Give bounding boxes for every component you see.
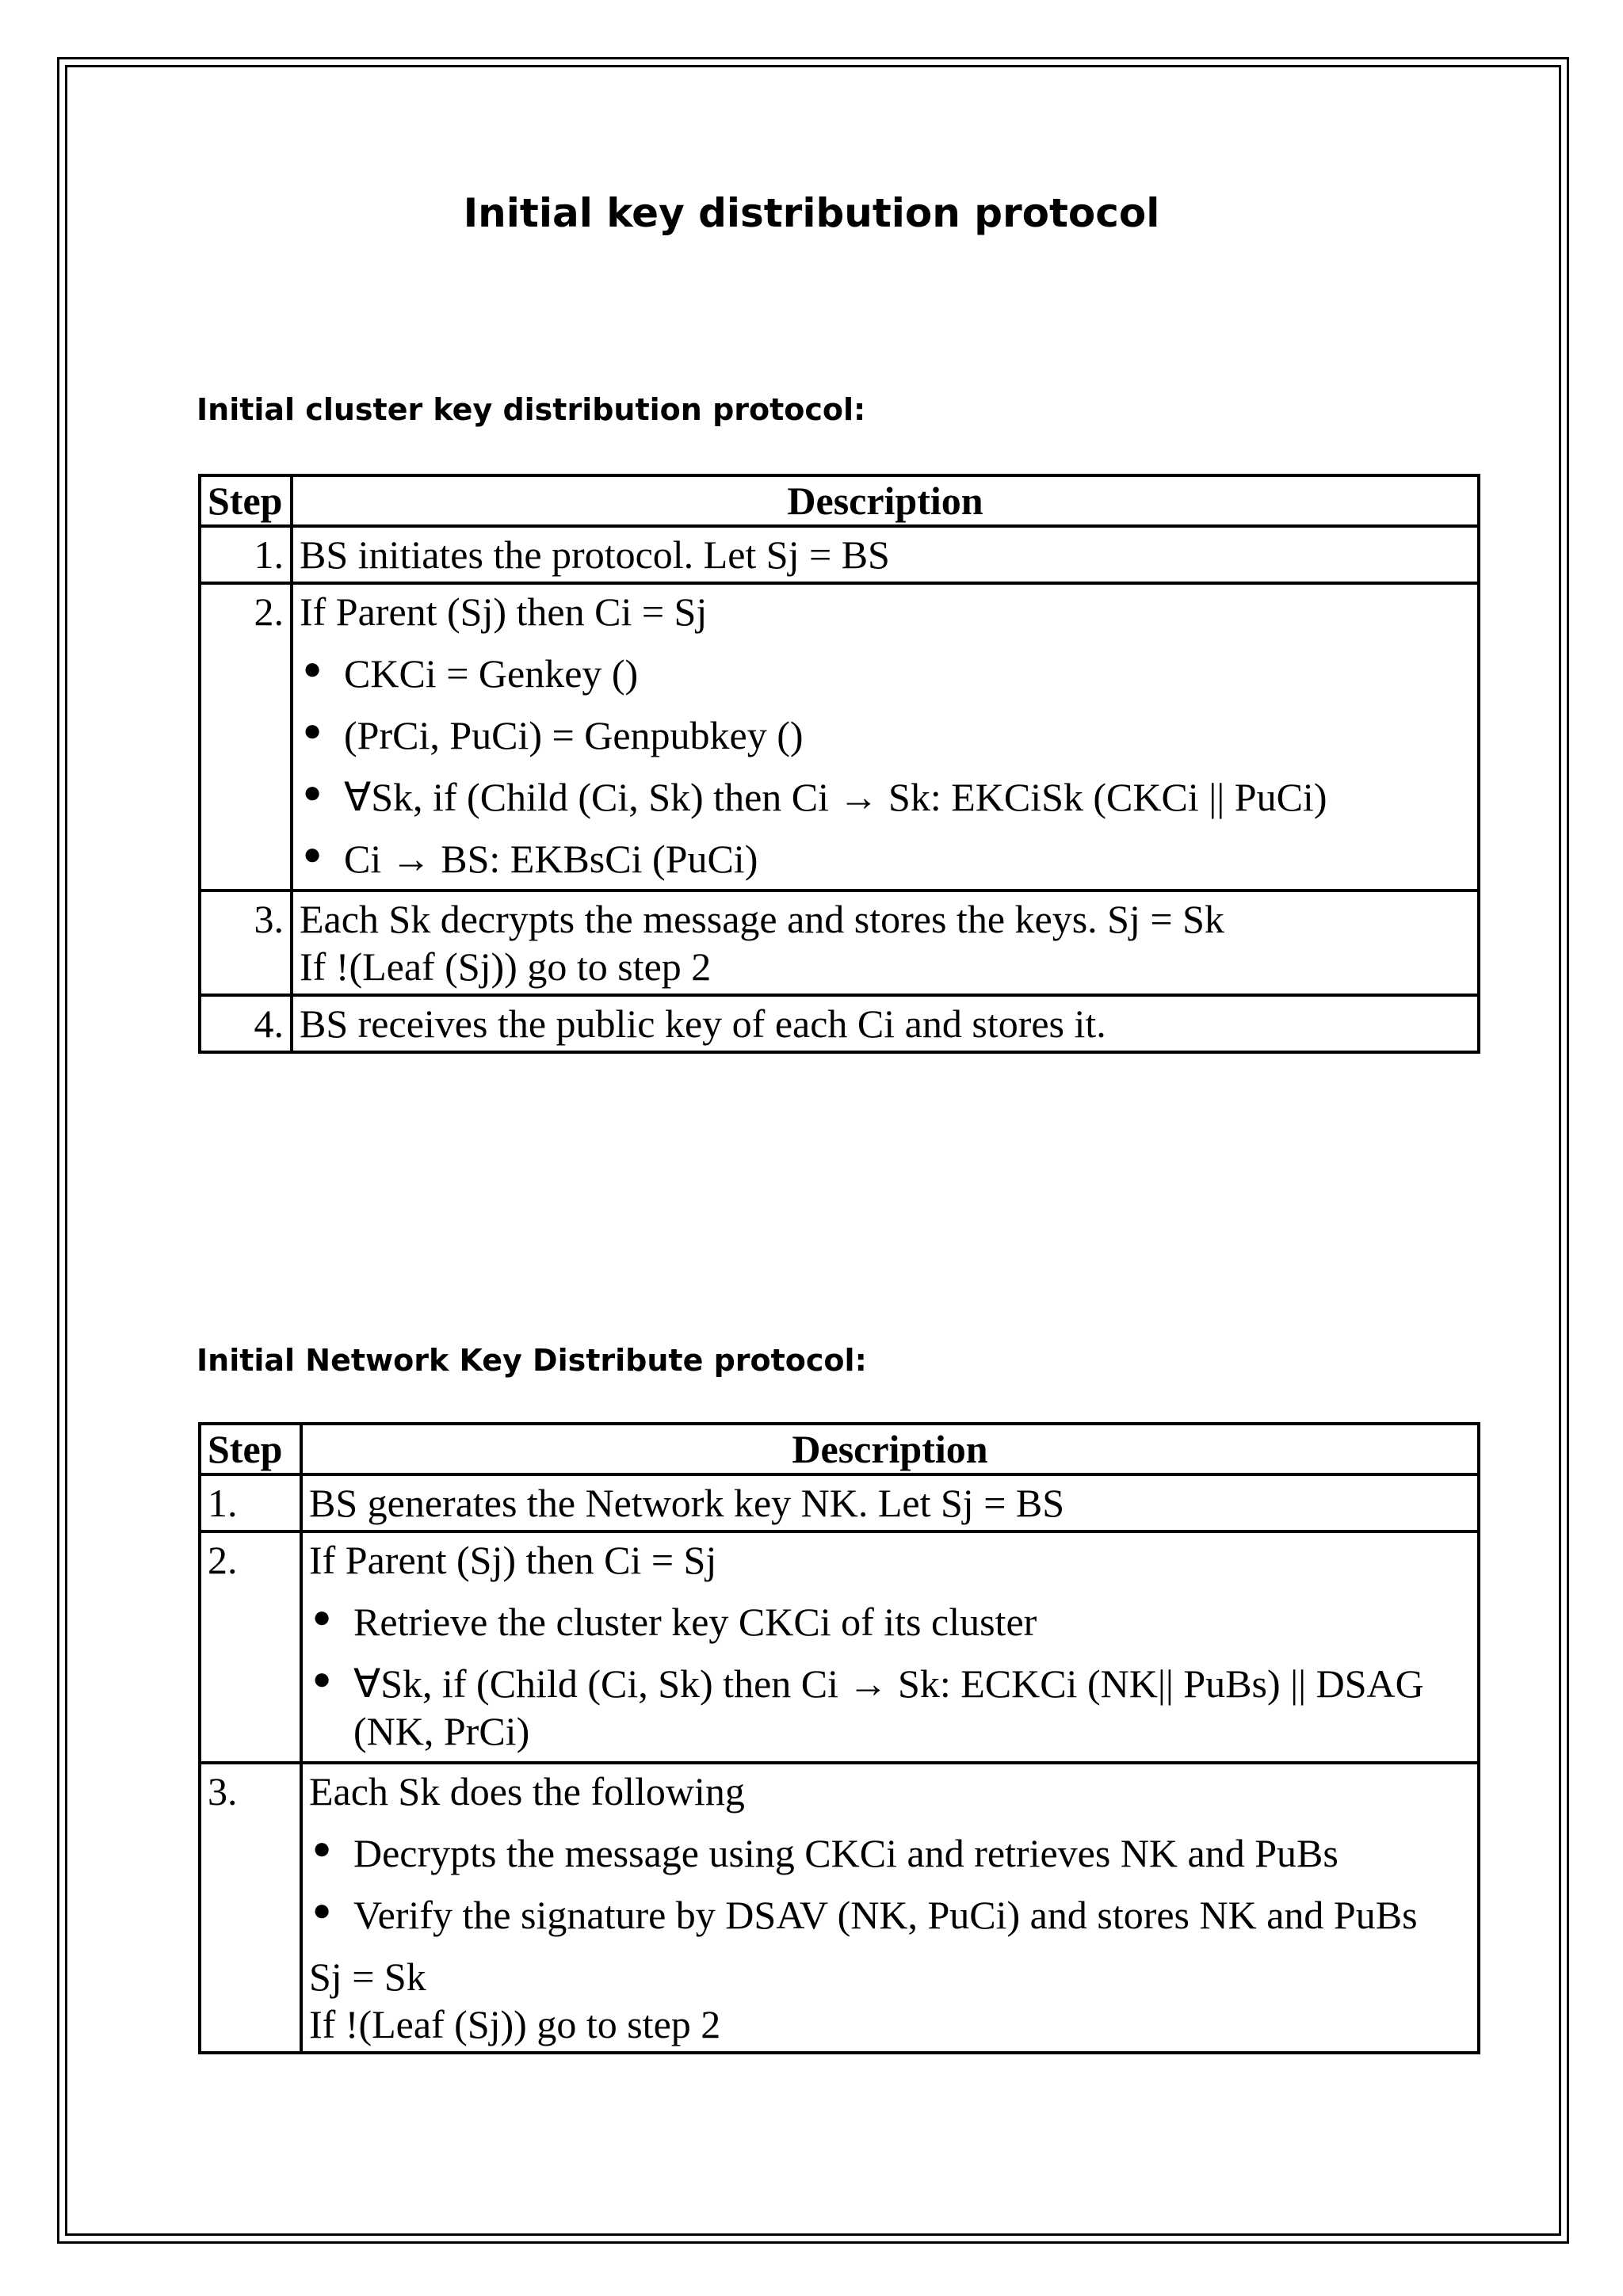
step-number: 3.	[200, 891, 292, 995]
table-row	[200, 1474, 1479, 1531]
table-header-row	[200, 1424, 1479, 1474]
cluster-key-table	[198, 474, 1480, 1054]
table-row	[200, 526, 1479, 583]
step-column-header: Step	[200, 1424, 301, 1474]
table-row	[200, 1763, 1479, 2053]
bullet-item: ● Verify the signature by DSAV (NK, PuCi) and stores NK and PuBs	[309, 1891, 1471, 1939]
step-number: 3.	[200, 1763, 301, 2053]
description-column-header: Description	[292, 475, 1479, 526]
step-number: 1.	[200, 1474, 301, 1531]
bullet-item: ● (PrCi, PuCi) = Genpubkey ()	[300, 711, 1471, 759]
bullet-item: ● CKCi = Genkey ()	[300, 650, 1471, 697]
table-row	[200, 1531, 1479, 1763]
step-number: 1.	[200, 526, 292, 583]
description-line: If Parent (Sj) then Ci = Sj	[309, 1538, 717, 1582]
description-line: Each Sk decrypts the message and stores the keys. Sj = Sk	[300, 897, 1224, 941]
step-description	[301, 1474, 1479, 1531]
bullet-item: ● Decrypts the message using CKCi and retrieves NK and PuBs	[309, 1829, 1471, 1877]
description-line: If !(Leaf (Sj)) go to step 2	[309, 2002, 721, 2046]
bullet-item: ● Ci → BS: EKBsCi (PuCi)	[300, 835, 1471, 883]
network-protocol-heading: Initial Network Key Distribute protocol:	[197, 1343, 867, 1378]
description-line: If !(Leaf (Sj)) go to step 2	[300, 944, 712, 989]
step-description	[301, 1531, 1479, 1763]
description-column-header: Description	[301, 1424, 1479, 1474]
table-row	[200, 583, 1479, 891]
description-line: If Parent (Sj) then Ci = Sj	[300, 589, 708, 634]
step-description	[292, 891, 1479, 995]
step-description	[292, 526, 1479, 583]
step-number: 2.	[200, 1531, 301, 1763]
step-description	[292, 995, 1479, 1052]
table-row	[200, 891, 1479, 995]
bullet-item: ● ∀Sk, if (Child (Ci, Sk) then Ci → Sk: EKCiSk (CKCi || PuCi)	[300, 773, 1471, 821]
table-header-row	[200, 475, 1479, 526]
step-number: 4.	[200, 995, 292, 1052]
bullet-item: ● ∀Sk, if (Child (Ci, Sk) then Ci → Sk: ECKCi (NK|| PuBs) || DSAG (NK, PrCi)	[309, 1660, 1471, 1755]
step-description	[301, 1763, 1479, 2053]
description-line: Sj = Sk	[309, 1955, 426, 1999]
table-row	[200, 995, 1479, 1052]
bullet-item: ● Retrieve the cluster key CKCi of its cluster	[309, 1598, 1471, 1646]
cluster-protocol-heading: Initial cluster key distribution protocol:	[197, 392, 866, 427]
description-line: BS initiates the protocol. Let Sj = BS	[300, 532, 890, 577]
description-line: BS generates the Network key NK. Let Sj = BS	[309, 1481, 1065, 1525]
page-title: Initial key distribution protocol	[463, 190, 1160, 236]
description-line: BS receives the public key of each Ci and stores it.	[300, 1001, 1106, 1046]
step-column-header: Step	[200, 475, 292, 526]
step-number: 2.	[200, 583, 292, 891]
network-key-table	[198, 1422, 1480, 2054]
step-description	[292, 583, 1479, 891]
description-line: Each Sk does the following	[309, 1769, 745, 1814]
